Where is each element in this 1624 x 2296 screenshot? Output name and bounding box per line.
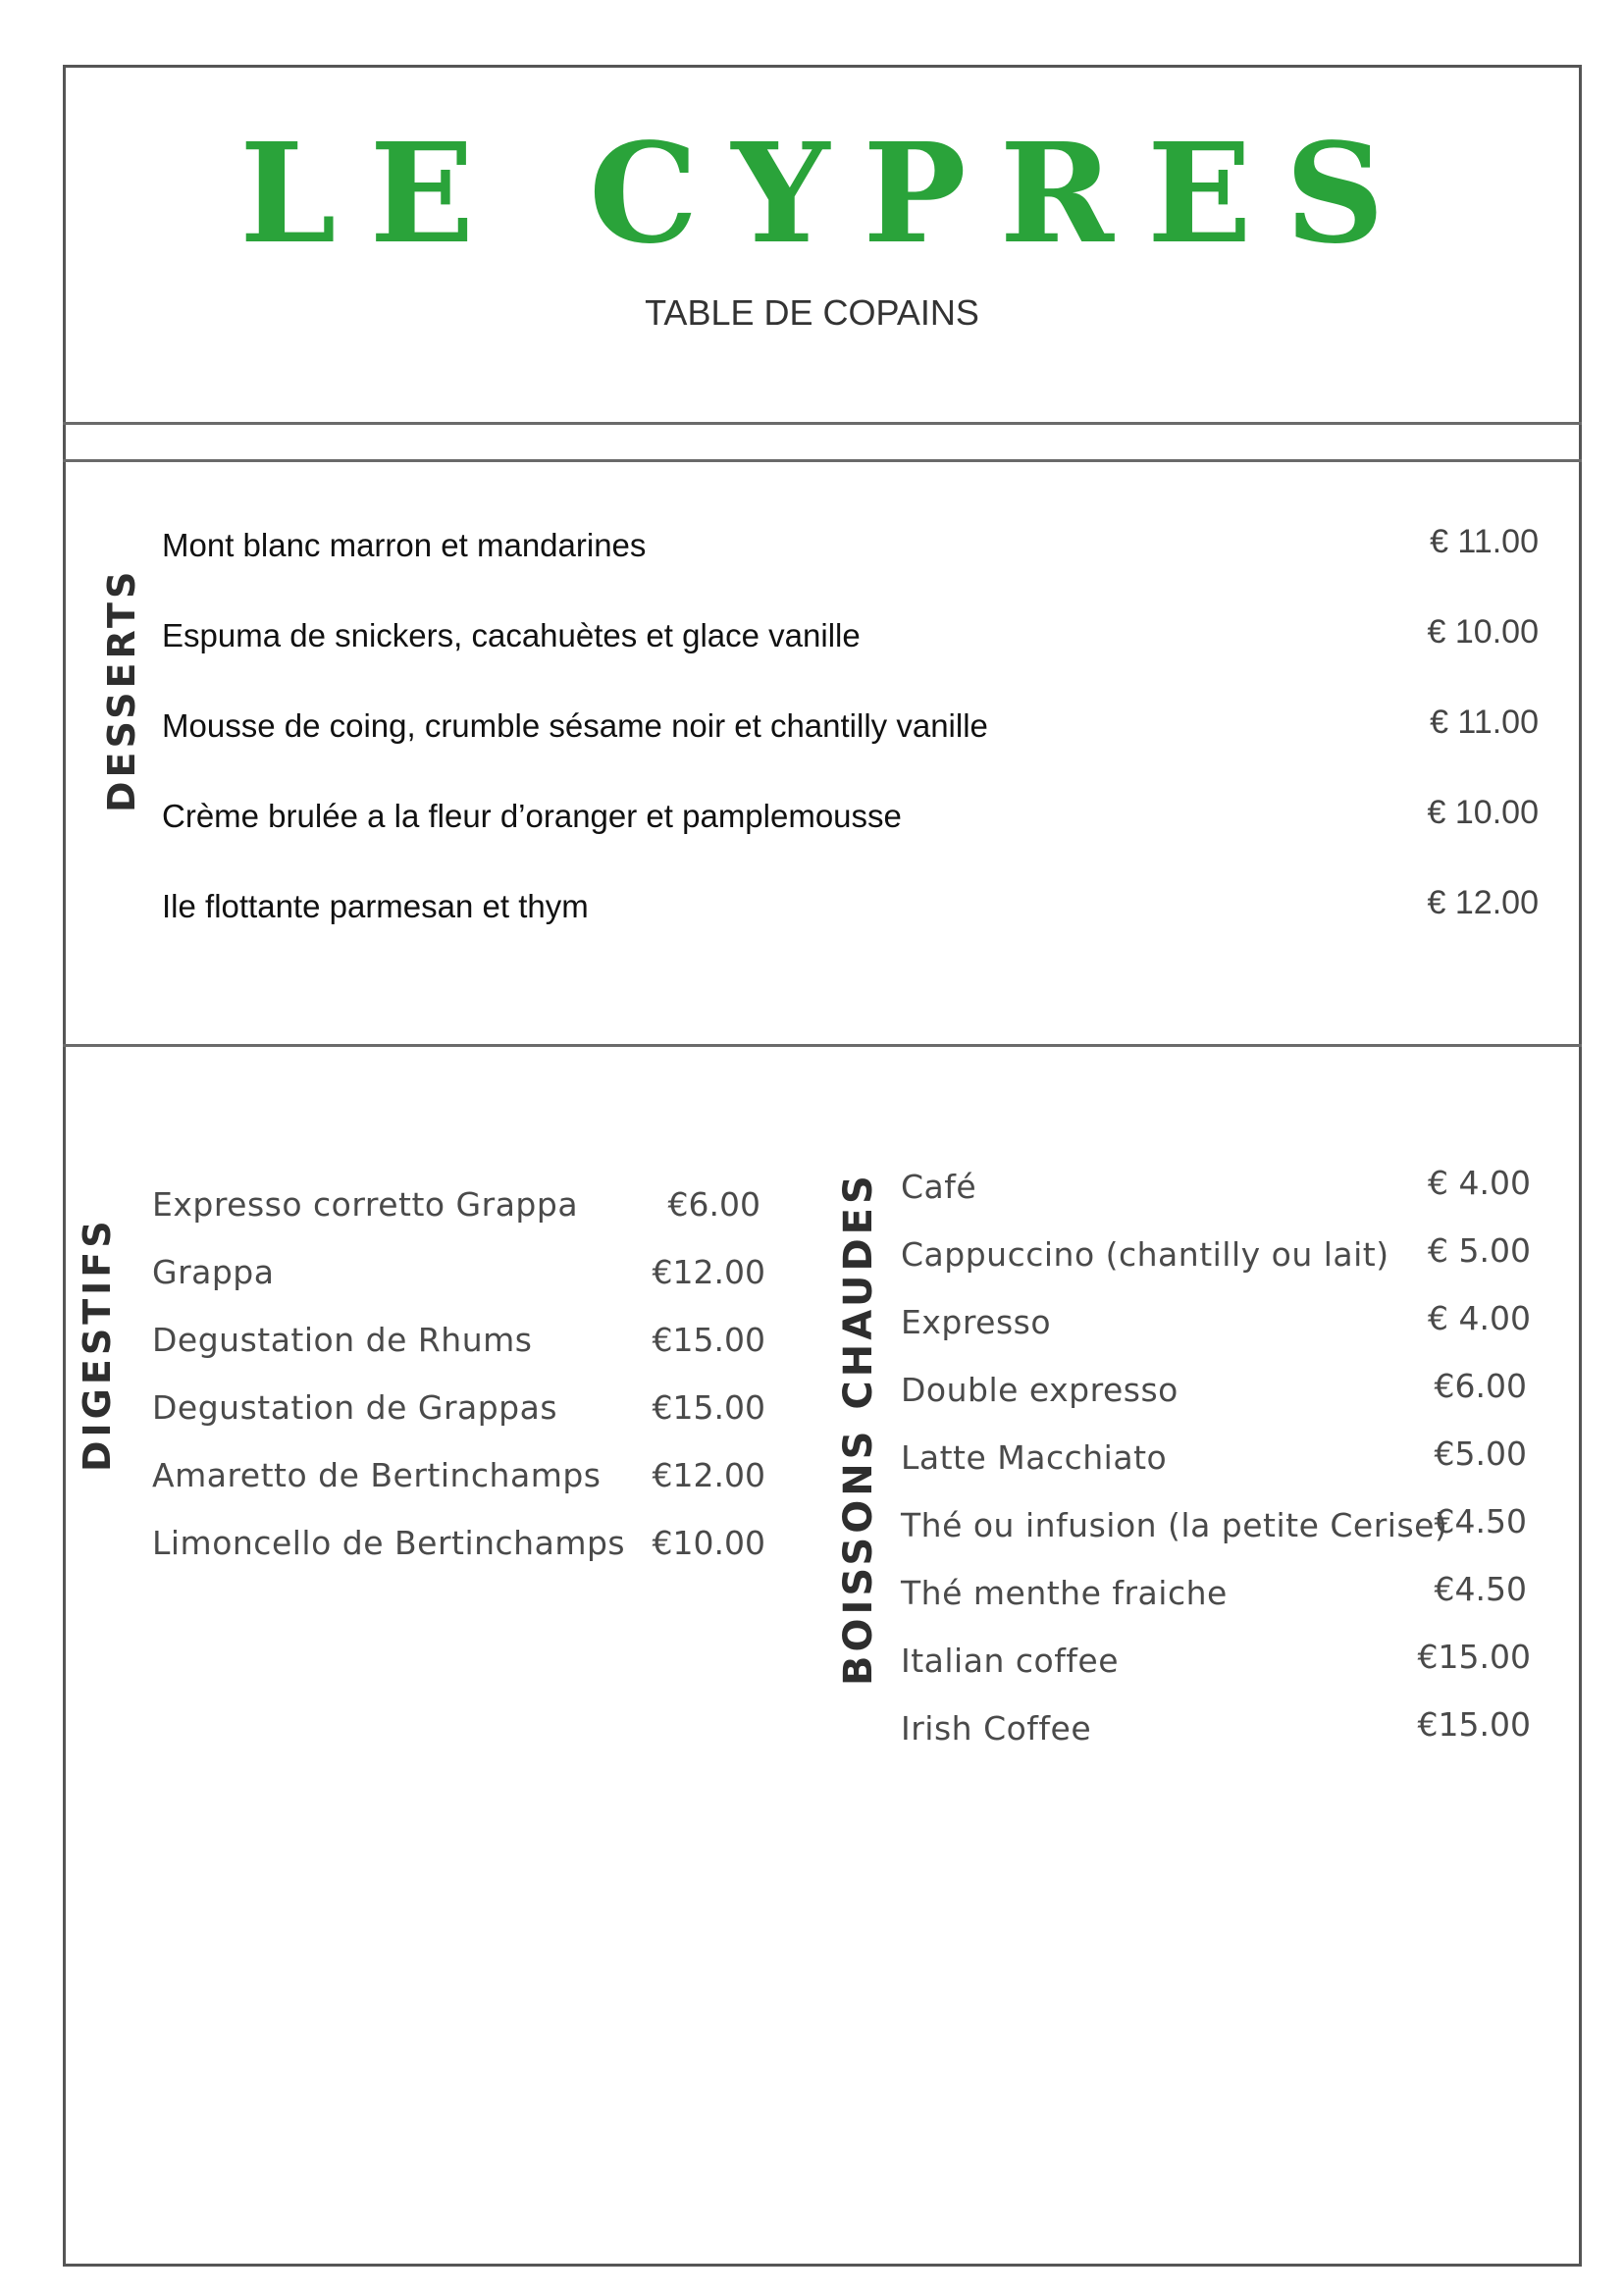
digestifs-label: DIGESTIFS [76,1217,119,1472]
dessert-item-name: Mousse de coing, crumble sésame noir et chantilly vanille [162,707,988,744]
boisson-item-name: Thé menthe fraiche [901,1574,1228,1612]
digestif-item-name: Amaretto de Bertinchamps [152,1456,602,1494]
boisson-item-price: €6.00 [1434,1367,1527,1405]
digestif-item-name: Grappa [152,1253,275,1291]
digestif-item-name: Degustation de Rhums [152,1321,533,1359]
dessert-item-price: € 11.00 [1430,704,1539,741]
boisson-item-name: Italian coffee [901,1642,1120,1680]
boisson-item-price: €4.50 [1434,1502,1527,1540]
digestif-item-price: €12.00 [652,1253,765,1291]
boisson-item-name: Double expresso [901,1371,1179,1409]
digestif-item-name: Limoncello de Bertinchamps [152,1524,626,1562]
header-divider-top [63,422,1582,425]
dessert-item-name: Ile flottante parmesan et thym [162,888,589,924]
dessert-item-name: Crème brulée a la fleur d’oranger et pamplemousse [162,798,902,834]
boisson-item-name: Irish Coffee [901,1709,1092,1748]
digestif-item-name: Expresso corretto Grappa [152,1185,579,1224]
digestif-item-price: €6.00 [667,1185,760,1224]
boisson-item-price: €5.00 [1434,1435,1527,1473]
dessert-item-price: € 10.00 [1427,613,1539,651]
dessert-item-name: Mont blanc marron et mandarines [162,527,647,563]
boisson-item-name: Thé ou infusion (la petite Cerise) [901,1506,1448,1544]
digestif-item-name: Degustation de Grappas [152,1388,558,1427]
dessert-item-price: € 11.00 [1430,523,1539,560]
boisson-item-price: €15.00 [1417,1705,1531,1744]
restaurant-subtitle: TABLE DE COPAINS [645,292,979,333]
dessert-item-price: € 12.00 [1427,884,1539,921]
digestif-item-price: €15.00 [652,1321,765,1359]
boisson-item-price: €4.50 [1434,1570,1527,1608]
restaurant-title: LE CYPRES [239,114,1418,275]
digestif-item-price: €10.00 [652,1524,765,1562]
boisson-item-name: Latte Macchiato [901,1438,1168,1477]
boissons-chaudes-label: BOISSONS CHAUDES [836,1172,881,1686]
digestif-item-price: €12.00 [652,1456,765,1494]
boisson-item-price: € 4.00 [1428,1299,1531,1337]
boisson-item-name: Cappuccino (chantilly ou lait) [901,1235,1389,1274]
boisson-item-price: €15.00 [1417,1638,1531,1676]
boisson-item-name: Expresso [901,1303,1052,1341]
desserts-divider [63,1044,1582,1047]
desserts-label: DESSERTS [100,567,143,812]
boisson-item-price: € 4.00 [1428,1164,1531,1202]
dessert-item-name: Espuma de snickers, cacahuètes et glace vanille [162,617,861,653]
dessert-item-price: € 10.00 [1427,794,1539,831]
digestif-item-price: €15.00 [652,1388,765,1427]
boisson-item-price: € 5.00 [1428,1231,1531,1270]
boisson-item-name: Café [901,1168,977,1206]
header-divider-bottom [63,459,1582,462]
